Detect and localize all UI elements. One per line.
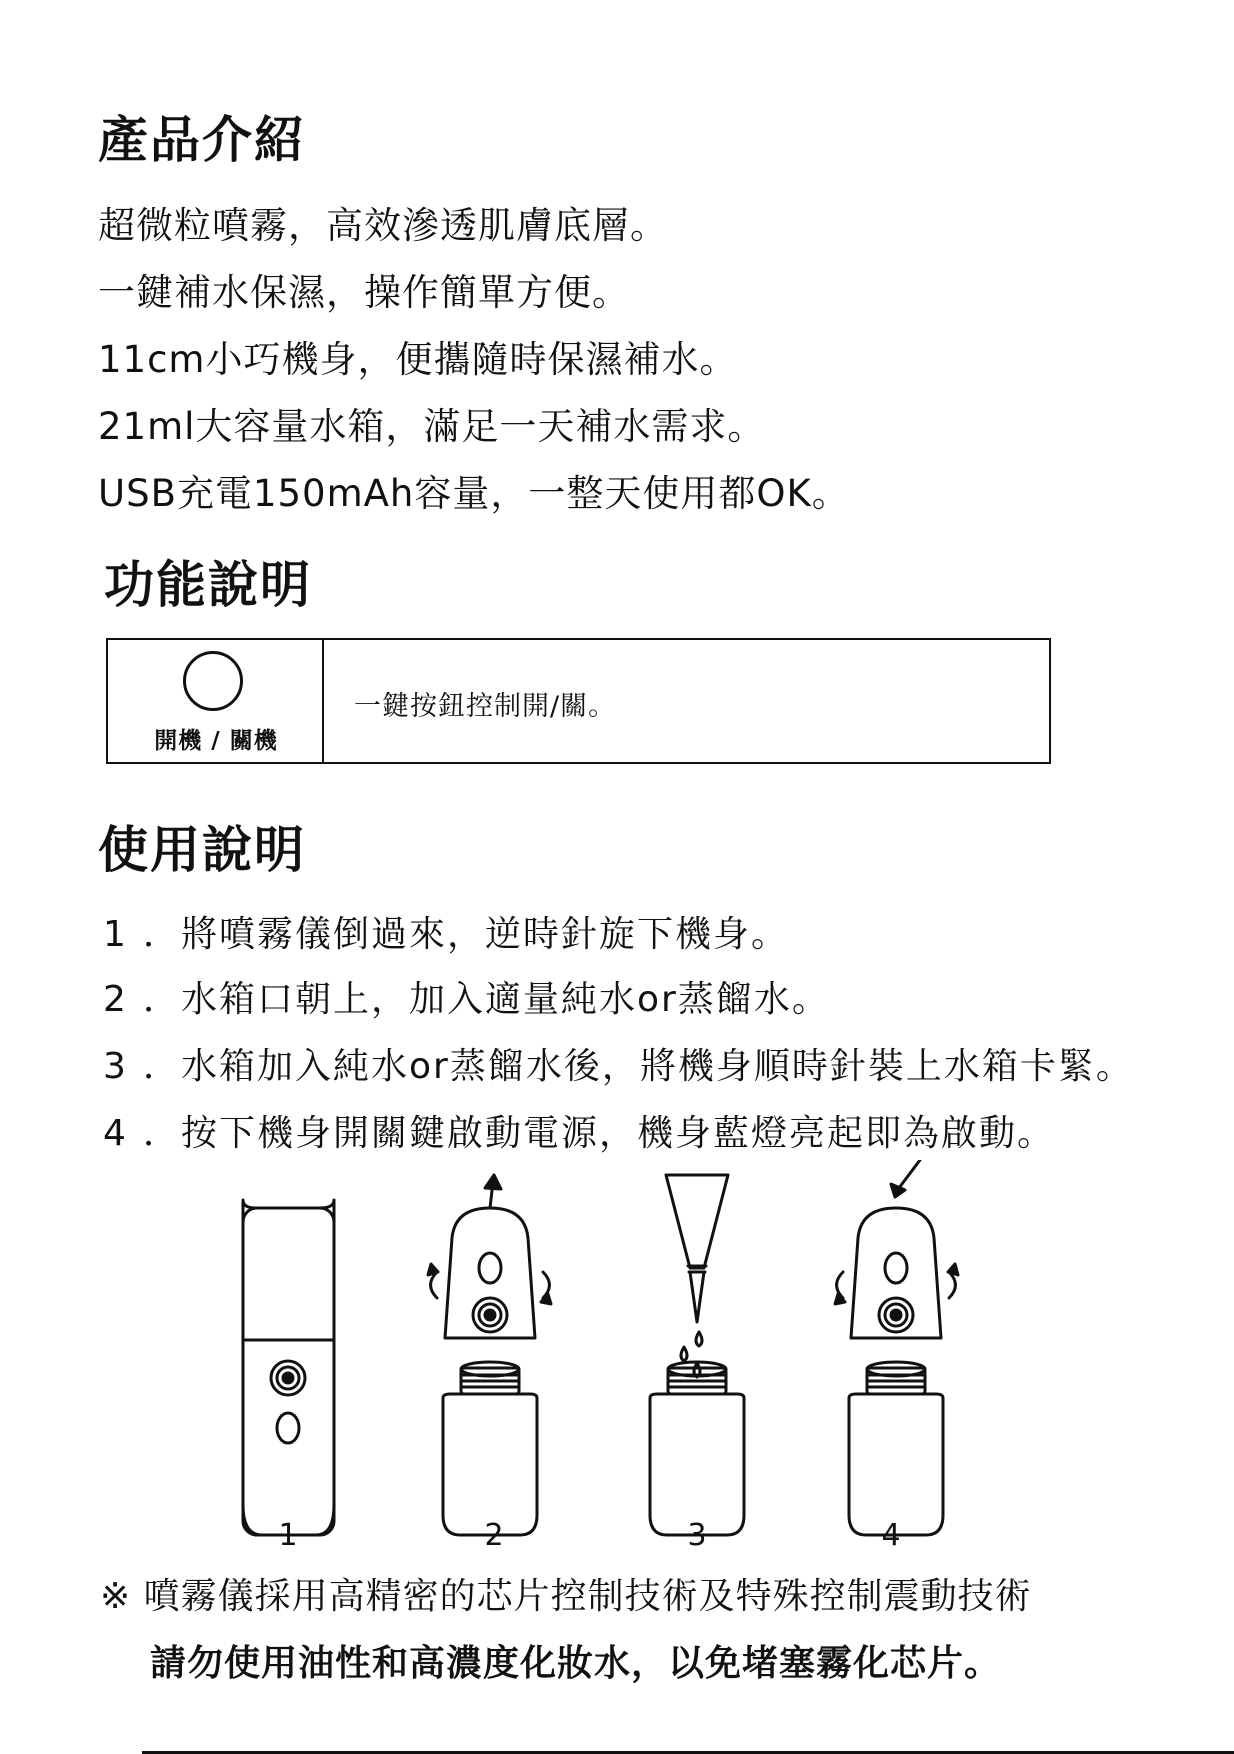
figure-number-1: 1 [278,1518,298,1553]
step-text: ．按下機身開關鍵啟動電源，機身藍燈亮起即為啟動。 [143,1113,1056,1154]
step-text: ．水箱加入純水or蒸餾水後，將機身順時針裝上水箱卡緊。 [143,1046,1134,1087]
usage-title: 使用說明 [98,821,306,879]
intro-line-2: 一鍵補水保濕，操作簡單方便。 [98,271,630,314]
usage-step-1 [103,906,789,957]
usage-illustration [0,1160,1234,1560]
intro-title: 產品介紹 [98,111,306,169]
step-number: 3 [103,1046,128,1087]
device-unscrew-icon [428,1175,551,1535]
figure-number-2: 2 [484,1518,504,1553]
function-title: 功能說明 [104,556,312,614]
notice-line-1: ※ 噴霧儀採用高精密的芯片控制技術及特殊控制震動技術 [100,1576,1032,1617]
figure-number-3: 3 [687,1518,707,1553]
intro-line-1: 超微粒噴霧，高效滲透肌膚底層。 [98,204,668,247]
power-button-icon [183,651,243,711]
figure-number-4: 4 [881,1518,901,1553]
device-screw-on-icon [835,1160,958,1535]
intro-line-5: USB充電150mAh容量，一整天使用都OK。 [98,472,850,515]
usage-step-2 [103,971,830,1022]
step-text: ．水箱口朝上，加入適量純水or蒸餾水。 [143,979,830,1020]
step-number: 1 [103,914,128,955]
step-number: 2 [103,979,128,1020]
power-button-cell [108,640,324,762]
intro-line-3: 11cm小巧機身，便攜隨時保濕補水。 [98,338,738,381]
power-button-label: 開機 / 關機 [154,728,278,754]
intro-line-4: 21ml大容量水箱，滿足一天補水需求。 [98,405,766,448]
function-table [106,638,1051,764]
notice-warning: 請勿使用油性和高濃度化妝水，以免堵塞霧化芯片。 [150,1643,1002,1684]
device-assembled-icon [243,1200,334,1535]
water-fill-icon [650,1175,744,1535]
function-description: 一鍵按鈕控制開/關。 [354,691,617,722]
step-text: ．將噴霧儀倒過來，逆時針旋下機身。 [143,914,790,955]
usage-step-3 [103,1038,1134,1089]
usage-step-4 [103,1105,1055,1156]
step-number: 4 [103,1113,128,1154]
